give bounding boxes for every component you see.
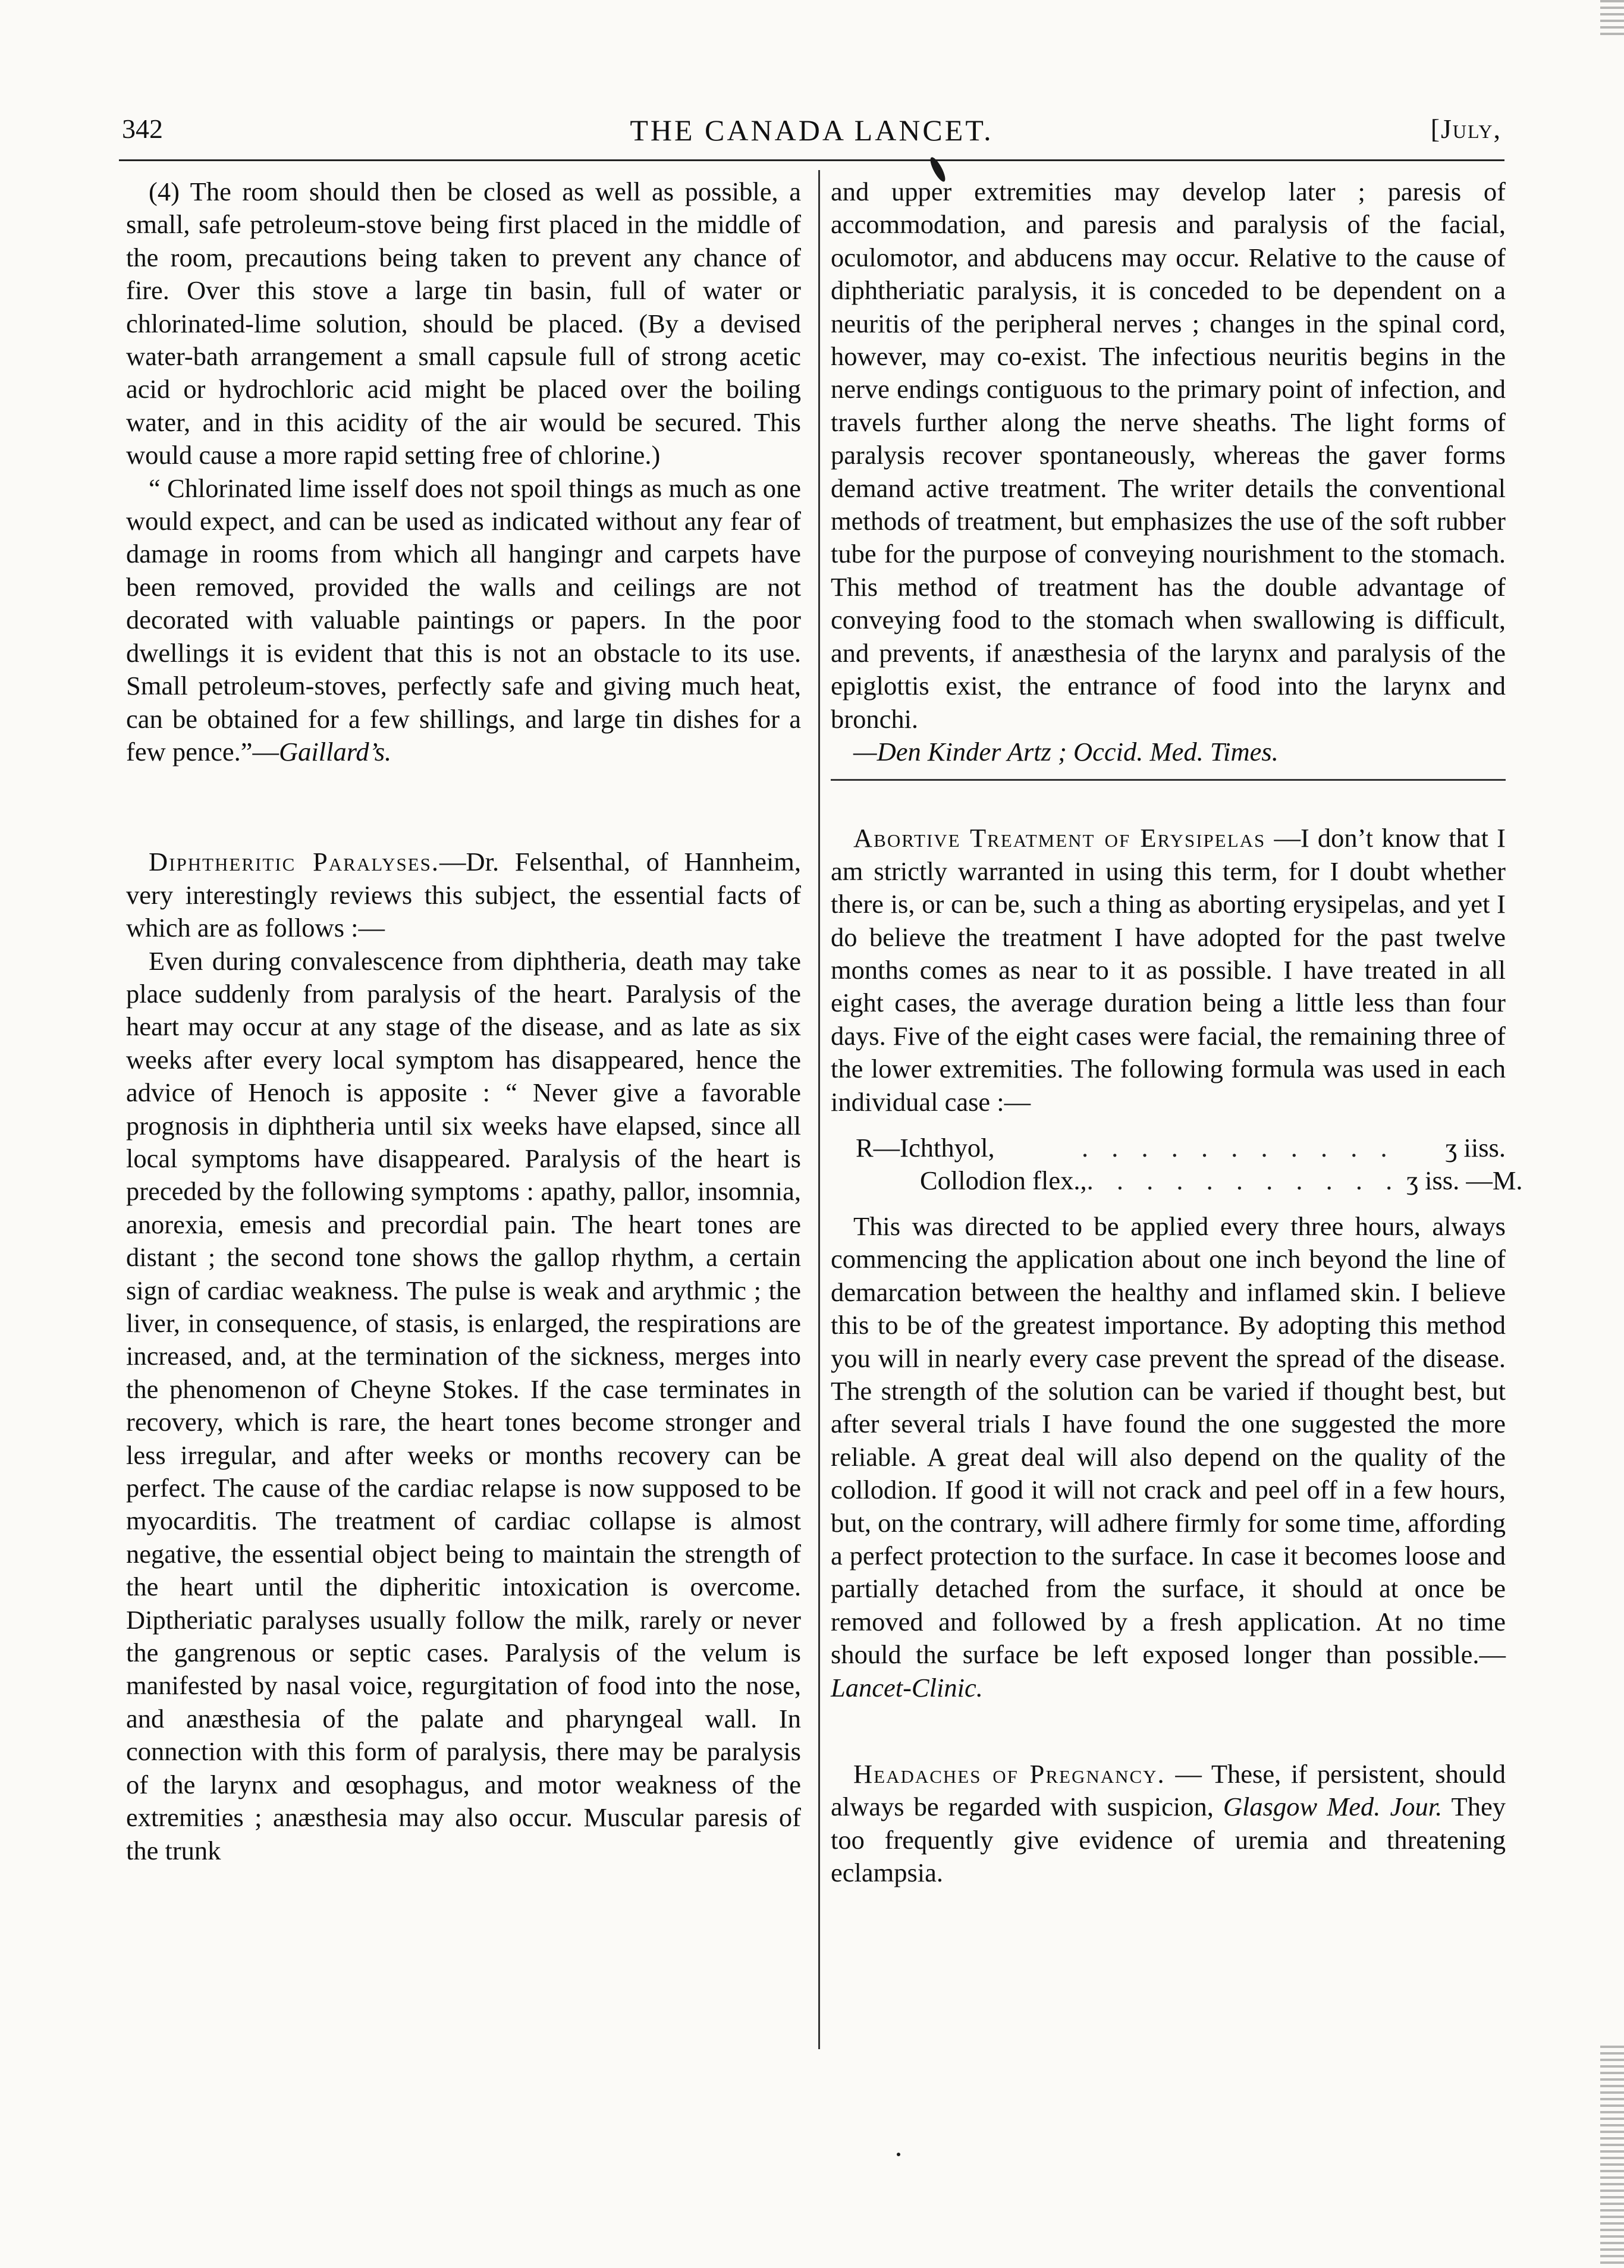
- chlorine-paragraph-4: (4) The room should then be closed as well as possible, a small, safe petroleum-stove being first placed in the middle of the room, precautions being taken to prevent any chance of fire. Over this stove a large tin basin, full of water or chlorinated-lime solution, should be placed. (By a devised water-bath arrangement a small capsule full of strong acetic acid or hydrochloric acid might be placed over the boiling water, and in this acidity of the air would be secured. This would cause a more rapid setting free of chlorine.): [126, 177, 801, 470]
- right-column: [831, 175, 1523, 1890]
- diphtheritic-body: Even during convalescence from diphtheria, death may take place suddenly from paralysis of the heart. Paralysis of the heart may occur at any stage of the disease, and as late as six weeks after every local symptom has disappeared, hence the advice of Henoch is apposite : “ Never give a favorable prognosis in diphtheria until six weeks have elapsed, since all local symptoms have disappeared. Paralysis of the heart is preceded by the following symptoms : apathy, pallor, insomnia, anorexia, emesis and precordial pain. The heart tones are distant ; the second tone shows the gallop rhythm, a certain sign of cardiac weakness. The pulse is weak and arythmic ; the liver, in consequence, of stasis, is enlarged, the respirations are increased, and, at the termination of the sickness, merges into the phenomenon of Cheyne Stokes. If the case terminates in recovery, which is rare, the heart tones become stronger and less irregular, and after weeks or months recovery can be perfect. The cause of the cardiac relapse is now supposed to be myocarditis. The treatment of cardiac collapse is almost negative, the essential object being to maintain the strength of the heart until the dipheritic intoxication is overcome. Diptheriatic paralyses usually follow the milk, rarely or never the gangrenous or septic cases. Paralysis of the velum is manifested by nasal voice, regurgitation of food into the nose, and anæsthesia of the palate and pharyngeal wall. In connection with this form of paralysis, there may be paralysis of the larynx and œsophagus, and motor weakness of the extremities ; anæsthesia may also occur. Muscular paresis of the trunk: [126, 945, 801, 1865]
- issue-month: [July,: [1430, 114, 1502, 144]
- page-header: [122, 113, 1502, 155]
- headaches-paragraph: Headaches of Pregnancy. — These, if persistent, should always be regarded with suspicion, Glasgow Med. Jour. They too frequently give evidence of uremia and threatening eclampsia.: [831, 1759, 1506, 1888]
- erysipelas-body: This was directed to be applied every three hours, always commencing the application about one inch beyond the line of demarcation between the healthy and inflamed skin. I believe this to be of the greatest importance. By adopting this method you will in nearly every case prevent the spread of the disease. The strength of the solution can be varied if thought best, but after several trials I have found the one suggested the more reliable. A great deal will also depend on the quality of the collodion. If good it will not crack and peel off in a few hours, but, on the contrary, will adhere firmly for some time, affording a perfect protection to the surface. In case it becomes loose and partially detached from the surface, it should at once be removed and followed by a fresh application. At no time should the surface be left exposed longer than possible.—Lancet-Clinic.: [831, 1211, 1506, 1702]
- source-citation: Lancet-Clinic.: [831, 1672, 983, 1702]
- section-heading: Headaches of Pregnancy.: [853, 1759, 1166, 1789]
- source-citation: —Den Kinder Artz ; Occid. Med. Times.: [853, 736, 1279, 767]
- section-heading: Abortive Treatment of Erysipelas: [853, 823, 1266, 853]
- header-rule: [119, 159, 1504, 161]
- page-edge-wear: [1600, 0, 1624, 36]
- erysipelas-intro: Abortive Treatment of Erysipelas —I don’t know that I am strictly warranted in using this term, for I doubt whether there is, or can be, such a thing as aborting erysipelas, and yet I do believe the treatment I have adopted for the past twelve months comes as near to it as possible. I have treated in all eight cases, the average duration being a little less than four days. Five of the eight cases were facial, the remaining three of the lower extremities. The following formula was used in each individual case :—: [831, 823, 1506, 1117]
- source-citation: Glasgow Med. Jour.: [1223, 1792, 1443, 1822]
- diphtheritic-continued: and upper extremities may develop later ; paresis of accommodation, and paresis and paralysis of the facial, oculomotor, and abducens may occur. Relative to the cause of diphtheriatic paralysis, it is conceded to be dependent on a neuritis of the peripheral nerves ; changes in the spinal cord, however, may co-exist. The infectious neuritis begins in the nerve endings contiguous to the primary point of infection, and travels further along the nerve sheaths. The light forms of paralysis recover spontaneously, whereas the gaver forms demand active treatment. The writer details the conventional methods of treatment, but emphasizes the use of the soft rubber tube for the purpose of conveying nourishment to the stomach. This method of treatment has the double advantage of conveying food to the stomach when swallowing is difficult, and prevents, if anæsthesia of the larynx and paralysis of the epiglottis exist, the entrance of food into the larynx and bronchi.: [831, 177, 1506, 734]
- page-edge-wear: [1600, 2046, 1624, 2268]
- column-divider: [818, 170, 820, 2049]
- formula-line: R—Ichthyol, . . . . . . . . . . . ʒ iiss.: [856, 1132, 1506, 1163]
- source-citation: Gaillard’s.: [278, 736, 392, 767]
- prescription-formula: [831, 1132, 1523, 1197]
- page-number: 342: [122, 114, 163, 144]
- section-gap: [831, 1704, 1506, 1758]
- ink-dot: [897, 2153, 900, 2156]
- formula-line: Collodion flex., . . . . . . . . . . . ʒ iss. —M.: [920, 1165, 1523, 1195]
- diphtheritic-intro: Diphtheritic Paralyses.—Dr. Felsenthal, of Hannheim, very interestingly reviews this subject, the essential facts of which are as follows :—: [126, 847, 801, 943]
- chlorinated-lime-paragraph: “ Chlorinated lime isself does not spoil things as much as one would expect, and can be used as indicated without any fear of damage in rooms from which all hangingr and carpets have been removed, provided the walls and ceilings are not decorated with valuable paintings or papers. In the poor dwellings it is evident that this is not an obstacle to its use. Small petroleum-stoves, perfectly safe and giving much heat, can be obtained for a few shillings, and large tin dishes for a few pence.”—Gaillard’s.: [126, 473, 801, 767]
- left-column: [126, 175, 801, 1867]
- section-heading: Diphtheritic Paralyses.: [149, 847, 439, 877]
- section-separator: [831, 768, 1506, 822]
- section-gap: [126, 768, 801, 846]
- journal-title: THE CANADA LANCET.: [630, 114, 994, 147]
